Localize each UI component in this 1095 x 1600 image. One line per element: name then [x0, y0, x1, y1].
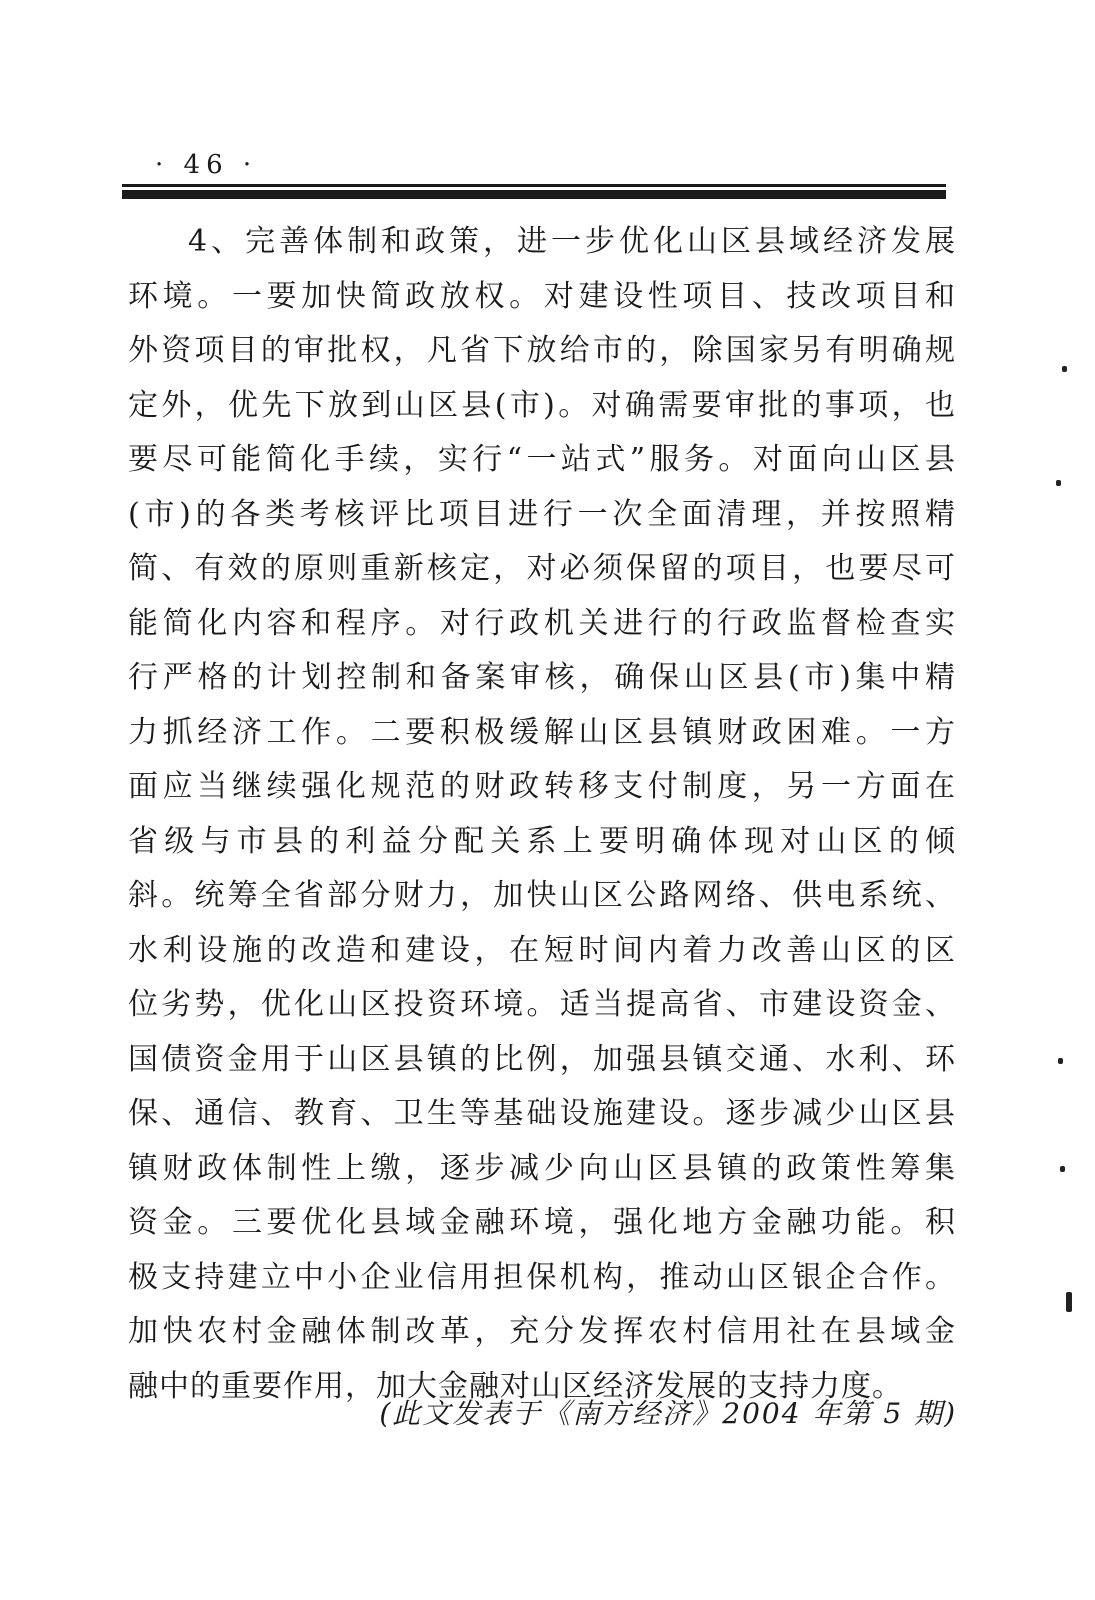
scan-speck: [1062, 366, 1067, 372]
text-line: 要尽可能简化手续，实行“一站式”服务。对面向山区县: [128, 442, 956, 477]
text-line: 环境。一要加快简政放权。对建设性项目、技改项目和: [128, 278, 956, 314]
text-line: 能简化内容和程序。对行政机关进行的行政监督检查实: [128, 605, 956, 641]
scan-speck: [1066, 1292, 1072, 1312]
text-line: 4、完善体制和政策，进一步优化山区县域经济发展: [188, 224, 956, 259]
text-line: 定外，优先下放到山区县(市)。对确需要审批的事项，也: [128, 387, 956, 423]
text-line: 简、有效的原则重新核定，对必须保留的项目，也要尽可: [128, 551, 956, 586]
citation: (此文发表于《南方经济》2004 年第 5 期): [379, 1397, 957, 1430]
text-line: 融中的重要作用，加大金融对山区经济发展的支持力度。: [128, 1368, 903, 1404]
text-line: 水利设施的改造和建设，在短时间内着力改善山区的区: [128, 932, 956, 968]
page-number: · 46 ·: [155, 150, 258, 180]
text-line: 国债资金用于山区县镇的比例，加强县镇交通、水利、环: [128, 1041, 956, 1077]
header-rule-thick: [122, 190, 946, 199]
scan-speck: [1056, 480, 1061, 486]
text-line: (市)的各类考核评比项目进行一次全面清理，并按照精: [128, 496, 956, 532]
text-line: 省级与市县的利益分配关系上要明确体现对山区的倾: [128, 823, 956, 859]
header-rule-thin: [122, 184, 946, 187]
scan-speck: [1058, 1058, 1063, 1064]
text-line: 资金。三要优化县域金融环境，强化地方金融功能。积: [128, 1205, 956, 1240]
text-line: 外资项目的审批权，凡省下放给市的，除国家另有明确规: [128, 333, 956, 368]
text-line: 行严格的计划控制和备案审核，确保山区县(市)集中精: [128, 660, 956, 695]
scan-speck: [1060, 1166, 1065, 1172]
text-line: 保、通信、教育、卫生等基础设施建设。逐步减少山区县: [128, 1096, 956, 1131]
text-line: 斜。统筹全省部分财力，加快山区公路网络、供电系统、: [128, 878, 956, 913]
body-text: [128, 215, 956, 1414]
text-line: 面应当继续强化规范的财政转移支付制度，另一方面在: [128, 769, 956, 804]
text-line: 位劣势，优化山区投资环境。适当提高省、市建设资金、: [128, 987, 956, 1022]
text-line: 加快农村金融体制改革，充分发挥农村信用社在县域金: [128, 1314, 956, 1349]
text-line: 极支持建立中小企业信用担保机构，推动山区银企合作。: [128, 1259, 956, 1295]
text-line: 力抓经济工作。二要积极缓解山区县镇财政困难。一方: [128, 714, 956, 750]
text-line: 镇财政体制性上缴，逐步减少向山区县镇的政策性筹集: [128, 1150, 956, 1186]
